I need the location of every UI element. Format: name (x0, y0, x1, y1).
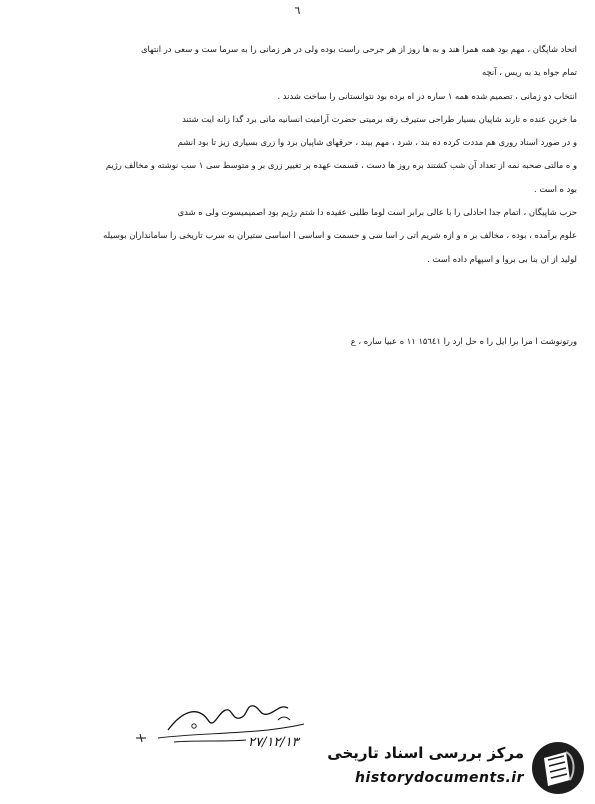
signature-date: ۲۷/۱۲/۱۳ (248, 735, 299, 750)
text-line: انتخاب دو زمانی ، تصمیم شده همه ۱ ساره در اه برده بود نتوانستانی را ساخت شدند . (277, 90, 577, 101)
text-line: حزب شاپیگان ، اتمام جدا احادلی را با عالی برابر است لوما طلبی عقیده دا شتم رژیم بود اصمیمیسوت ولی ه شدی (177, 207, 577, 218)
document-body (22, 38, 577, 271)
text-line: لولید از ان بنا بی بروا و اسپهام داده است . (427, 253, 577, 264)
paragraph-1 (22, 38, 577, 85)
archive-logo-icon (530, 740, 586, 796)
watermark (318, 740, 586, 798)
paragraph-4 (22, 201, 577, 271)
text-line: اتحاد شاپگان ، مهم بود همه همرا هند و به ها روز از هر جرحی راست بوده ولی در هر زمانی را به سرما ست و سعی در انتهای (140, 44, 577, 54)
text-line: علوم برآمده ، بوده ، مخالف بر ه و ازه شریم اتی ر اسا سی و حسمت و اساسی ا اساسی ستیران به سرب تاریخی را سامانداران بوسیله (103, 230, 577, 241)
watermark-title: مرکز بررسی اسناد تاریخی (327, 744, 524, 762)
paragraph-2 (22, 85, 577, 108)
text-line: ما خرین عنده ه تارند شاپیان بسیار طراحی ستیرف رفه برمیتی حضرت آرامیت انسانیه مانی برد گدا زانه ایت شتند (182, 113, 577, 124)
watermark-url[interactable]: historydocuments.ir (355, 770, 524, 786)
text-line: و در صورد اسناد روری هم مددت کرده ده بند ، شرد ، مهم بیند ، حرقهای شاپیان برد وا زری بسیاری زیز تا بود انشم (177, 137, 577, 148)
footer-note: ورتونوشت ا مرا برا ایل را ه حل ارد را ۱۵٦٤١ ۱۱ ه عبیا ساره ، ع (350, 336, 577, 346)
text-line: بود ه است . (534, 183, 577, 194)
page-number: ٦ (294, 4, 301, 17)
paragraph-3 (22, 108, 577, 201)
text-line: و ه مالتی صحبه نمه از تعداد آن شب کشتند بره روز ها دست ، قسمت عهده بر تغییر زری بر و متوسط سی ۱ سب نوشته و مخالف رژیم (105, 160, 577, 171)
text-line: تمام جواه ید به ریس ، آنچه (482, 67, 577, 78)
